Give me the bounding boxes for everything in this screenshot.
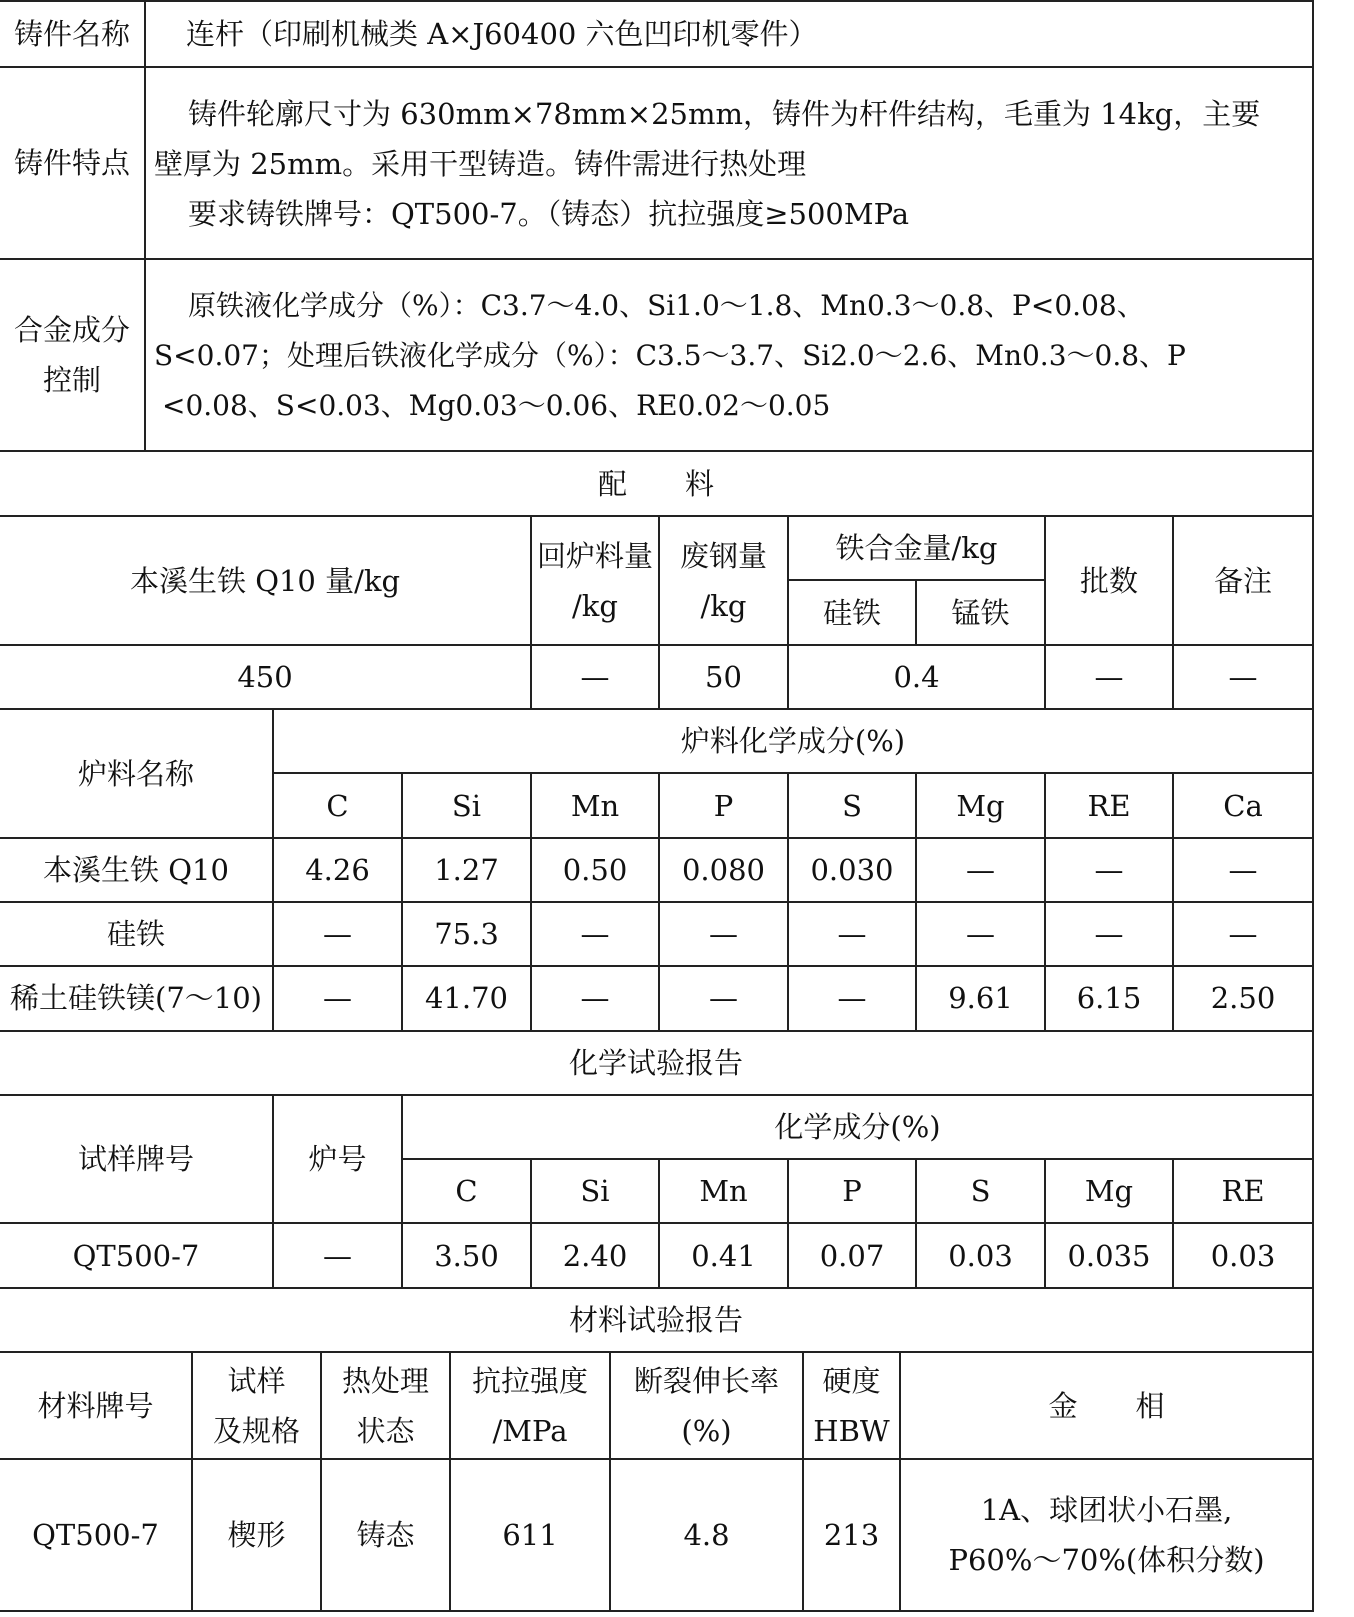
chem-furnace-cell: — [323,1238,352,1273]
batching-title: 配 料 [597,466,714,501]
alloy-control-label [0,260,144,450]
alloy-line: S<0.07；处理后铁液化学成分（%）：C3.5～3.7、Si2.0～2.6、Mn0.3～0.8、P [154,339,1186,372]
mat-microstructure-header: 金 相 [1048,1388,1165,1423]
charge-value-cell: — [709,981,738,1015]
mat-heat-header-line: 热处理 [341,1363,429,1398]
charge-value-cell: — [1228,917,1258,951]
col-return-line: 回炉料量 [536,538,653,573]
mat-elongation-header-line: 断裂伸长率 [633,1363,779,1398]
mat-tensile-header [451,1353,609,1458]
charge-row-name: 硅铁 [106,917,165,951]
col-scrap-unit: /kg [700,588,747,623]
chem-value-cell: 0.035 [1067,1238,1151,1273]
mat-hardness-header-line: 硬度 [822,1363,881,1398]
charge-value-cell: — [837,981,867,1015]
charge-element-header: RE [1087,788,1131,823]
mat-elongation-cell: 4.8 [683,1518,730,1552]
charge-value-cell: — [323,917,352,951]
mat-sample-header-line: 试样 [227,1363,286,1398]
alloy-line: <0.08、S<0.03、Mg0.03～0.06、RE0.02～0.05 [162,389,831,422]
cell-scrap: 50 [705,660,742,694]
mat-grade-header: 材料牌号 [37,1388,154,1423]
chem-composition-header: 化学成分(%) [774,1110,941,1144]
chem-element-header: Mg [1084,1174,1134,1208]
col-note: 备注 [1213,563,1272,598]
charge-row-name: 稀土硅铁镁(7～10) [10,981,262,1015]
col-ferromanganese: 锰铁 [951,595,1010,630]
col-return-material [532,517,658,644]
casting-feature-text [154,89,1310,239]
cell-note: — [1228,660,1258,694]
charge-element-header: C [326,788,349,823]
charge-name-header: 炉料名称 [77,756,194,791]
col-batches: 批数 [1079,563,1138,598]
mat-tensile-header-line: 抗拉强度 [471,1363,588,1398]
mat-microstructure-cell [901,1460,1312,1610]
charge-value-cell: — [1228,853,1258,887]
mat-microstructure-line: P60%～70%(体积分数) [948,1543,1265,1577]
casting-name-value: 连杆（印刷机械类 A×J60400 六色凹印机零件） [186,17,818,51]
col-ferrosilicon: 硅铁 [822,595,881,630]
mat-elongation-header-unit: (%) [681,1413,732,1448]
mat-sample-header [193,1353,320,1458]
mat-tensile-cell: 611 [502,1518,558,1552]
charge-value-cell: — [580,981,610,1015]
chem-value-cell: 0.41 [691,1238,756,1273]
alloy-line: 原铁液化学成分（%）：C3.7～4.0、Si1.0～1.8、Mn0.3～0.8、P<0.08、 [188,289,1145,322]
cell-batches: — [1094,660,1124,694]
charge-value-cell: — [837,917,867,951]
col-return-unit: /kg [572,588,618,623]
feature-line: 壁厚为 25mm。采用干型铸造。铸件需进行热处理 [154,147,807,181]
material-report-title: 材料试验报告 [568,1303,743,1337]
mat-hardness-cell: 213 [823,1518,880,1552]
charge-value-cell: 0.50 [562,853,628,887]
charge-value-cell: 1.27 [434,853,499,887]
charge-value-cell: — [580,917,610,951]
charge-value-cell: 0.030 [810,853,894,887]
charge-element-header: S [842,788,862,823]
chem-sample-cell: QT500-7 [72,1238,200,1273]
charge-value-cell: 75.3 [434,917,499,951]
cell-return: — [580,660,610,694]
chem-value-cell: 0.07 [819,1238,885,1273]
mat-sample-header-line: 及规格 [212,1413,300,1448]
charge-element-header: Ca [1223,788,1263,823]
feature-line: 要求铸铁牌号：QT500-7。（铸态）抗拉强度≥500MPa [188,197,910,231]
charge-value-cell: 0.080 [681,853,766,887]
col-ferroalloy: 铁合金量/kg [835,531,998,565]
charge-value-cell: — [966,917,995,951]
alloy-label-line: 合金成分 [13,313,130,347]
alloy-label-line: 控制 [42,363,101,397]
chem-element-header: S [970,1174,991,1208]
charge-element-header: Si [451,788,482,823]
charge-value-cell: — [1094,853,1124,887]
chem-element-header: P [842,1174,862,1208]
mat-elongation-header [611,1353,802,1458]
chem-element-header: RE [1221,1174,1265,1208]
casting-name-label: 铸件名称 [13,17,130,51]
chem-report-title: 化学试验报告 [568,1046,743,1080]
col-scrap-line: 废钢量 [679,538,767,573]
charge-value-cell: 6.15 [1076,981,1142,1015]
charge-value-cell: — [966,853,995,887]
charge-value-cell: 4.26 [305,853,370,887]
col-pig-iron: 本溪生铁 Q10 量/kg [129,563,401,598]
charge-composition-header: 炉料化学成分(%) [680,724,906,758]
charge-element-header: Mn [570,788,620,823]
charge-value-cell: 9.61 [948,981,1013,1015]
mat-tensile-header-unit: /MPa [492,1413,568,1448]
charge-element-header: P [713,788,734,823]
chem-value-cell: 2.40 [562,1238,628,1273]
col-scrap-steel [660,517,787,644]
charge-value-cell: — [709,917,738,951]
charge-value-cell: 41.70 [424,981,509,1015]
cell-pig-iron: 450 [237,660,293,694]
charge-value-cell: — [323,981,352,1015]
chem-furnace-header: 炉号 [308,1142,367,1176]
chem-value-cell: 0.03 [948,1238,1013,1273]
charge-row-name: 本溪生铁 Q10 [43,853,229,887]
chem-sample-header: 试样牌号 [77,1142,194,1176]
chem-element-header: C [455,1174,478,1208]
chem-value-cell: 0.03 [1210,1238,1276,1273]
charge-value-cell: — [1094,917,1124,951]
chem-element-header: Si [580,1174,610,1208]
charge-element-header: Mg [956,788,1005,823]
mat-grade-cell: QT500-7 [32,1518,159,1552]
chem-value-cell: 3.50 [434,1238,499,1273]
cell-ferroalloy: 0.4 [893,660,940,694]
mat-sample-cell: 楔形 [227,1518,286,1552]
charge-value-cell: 2.50 [1210,981,1276,1015]
mat-heat-header-line: 状态 [356,1413,415,1448]
alloy-control-text [154,281,1310,431]
mat-hardness-header-unit: HBW [813,1413,890,1448]
feature-line: 铸件轮廓尺寸为 630mm×78mm×25mm，铸件为杆件结构，毛重为 14kg，主要 [188,97,1261,131]
casting-feature-label: 铸件特点 [13,146,130,180]
mat-microstructure-line: 1A、球团状小石墨, [980,1493,1233,1527]
mat-hardness-header [804,1353,899,1458]
mat-heat-cell: 铸态 [356,1518,415,1552]
mat-heat-header [322,1353,449,1458]
chem-element-header: Mn [699,1174,748,1208]
